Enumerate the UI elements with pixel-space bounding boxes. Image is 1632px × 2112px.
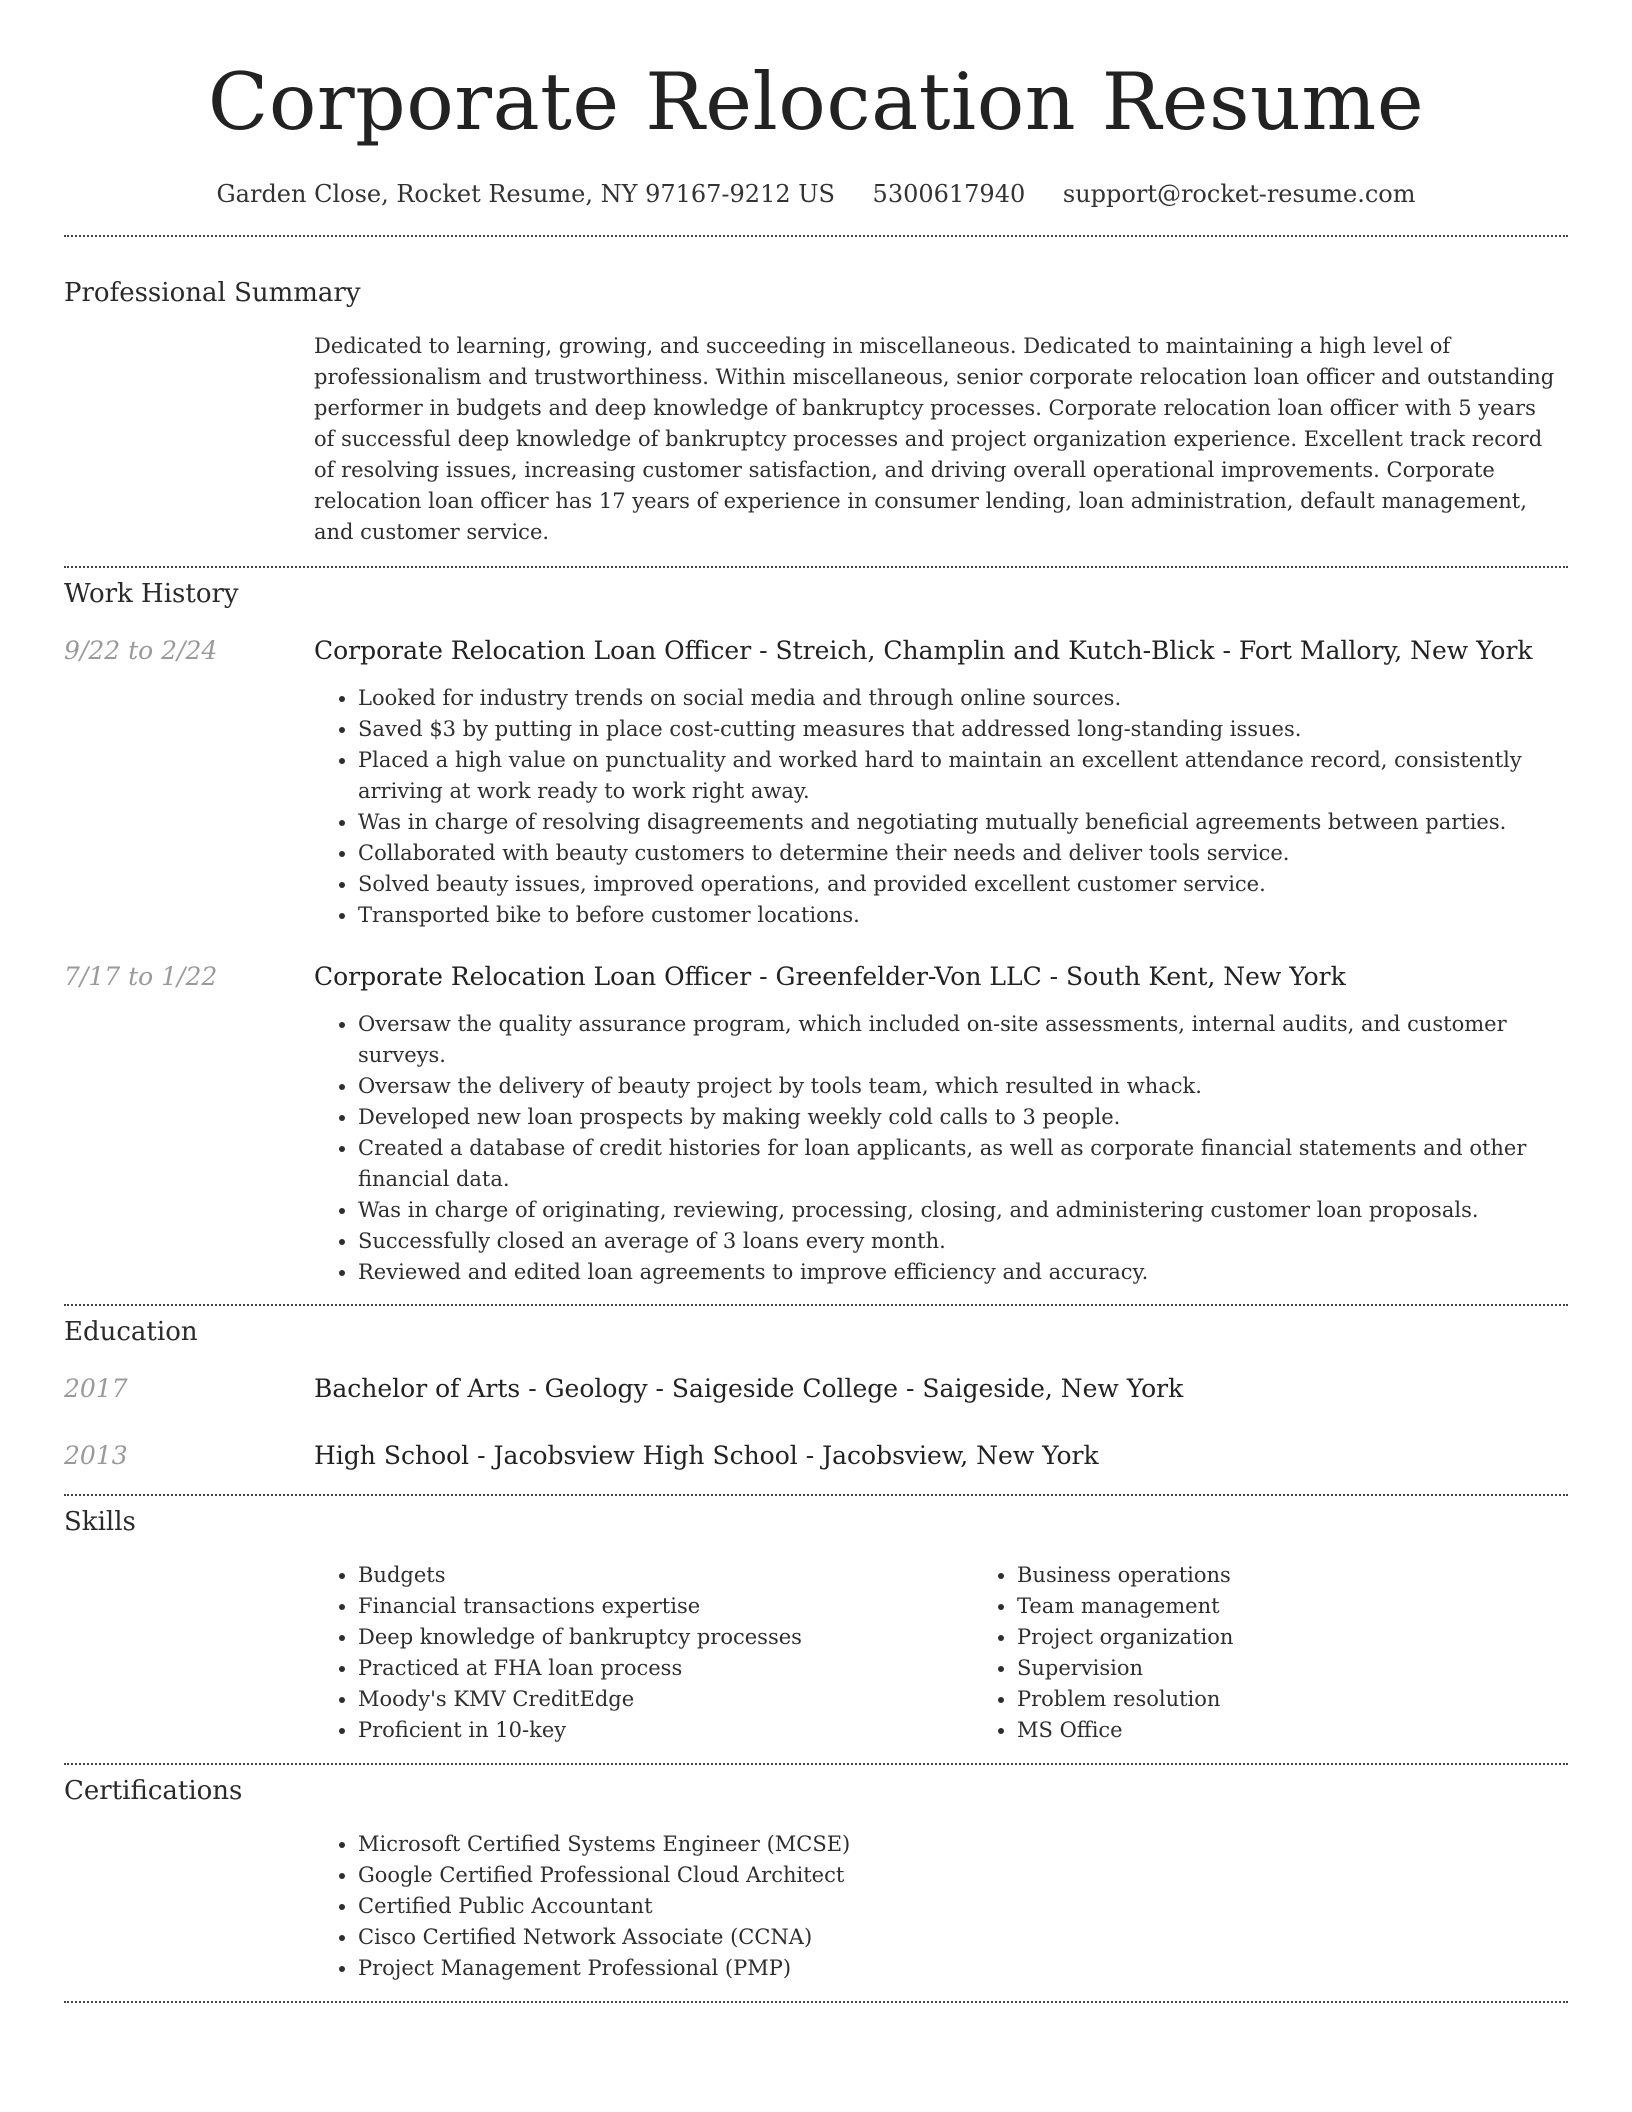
- list-item: • Financial transactions expertise: [358, 1591, 973, 1622]
- list-item: • Collaborated with beauty customers to determine their needs and deliver tools service.: [358, 838, 1568, 869]
- list-item: • Google Certified Professional Cloud Architect: [358, 1860, 1568, 1891]
- education-text: Bachelor of Arts - Geology - Saigeside College - Saigeside, New York: [314, 1374, 1184, 1403]
- job-entry: [64, 635, 1568, 931]
- list-item: • MS Office: [1017, 1715, 1632, 1746]
- job-bullets: [314, 1009, 1568, 1288]
- summary-text: Dedicated to learning, growing, and succeeding in miscellaneous. Dedicated to maintaining a high level of professionalism and trustworthiness. Within miscellaneous, senior corporate relocation loan officer and outstanding performer in budgets and deep knowledge of bankruptcy processes. Corporate relocation loan officer with 5 years of successful deep knowledge of bankruptcy processes and project organization experience. Excellent track record of resolving issues, increasing customer satisfaction, and driving overall operational improvements. Corporate relocation loan officer has 17 years of experience in consumer lending, loan administration, default management, and customer service.: [314, 334, 1555, 544]
- list-item: • Reviewed and edited loan agreements to improve efficiency and accuracy.: [358, 1257, 1568, 1288]
- list-item: • Cisco Certified Network Associate (CCNA): [358, 1922, 1568, 1953]
- job-title: Corporate Relocation Loan Officer - Streich, Champlin and Kutch-Blick - Fort Mallory, New York: [314, 636, 1533, 665]
- skills-column-left: [314, 1560, 973, 1746]
- list-item: • Microsoft Certified Systems Engineer (MCSE): [358, 1829, 1568, 1860]
- divider: [64, 1763, 1568, 1765]
- list-item: • Supervision: [1017, 1653, 1632, 1684]
- list-item: • Budgets: [358, 1560, 973, 1591]
- list-item: • Certified Public Accountant: [358, 1891, 1568, 1922]
- divider: [64, 2001, 1568, 2003]
- skills-list: [314, 1560, 1632, 1746]
- divider: [64, 235, 1568, 237]
- divider: [64, 566, 1568, 568]
- list-item: • Moody's KMV CreditEdge: [358, 1684, 973, 1715]
- list-item: • Project Management Professional (PMP): [358, 1953, 1568, 1984]
- section-heading-work: Work History: [64, 579, 239, 609]
- list-item: • Problem resolution: [1017, 1684, 1632, 1715]
- list-item: • Developed new loan prospects by making weekly cold calls to 3 people.: [358, 1102, 1568, 1133]
- skills-column-right: [973, 1560, 1632, 1746]
- list-item: • Deep knowledge of bankruptcy processes: [358, 1622, 973, 1653]
- divider: [64, 1494, 1568, 1496]
- job-dates: 9/22 to 2/24: [64, 636, 218, 665]
- section-heading-certifications: Certifications: [64, 1776, 243, 1806]
- job-dates: 7/17 to 1/22: [64, 962, 218, 991]
- list-item: • Project organization: [1017, 1622, 1632, 1653]
- phone: 5300617940: [872, 180, 1026, 208]
- education-entry: [64, 1440, 1568, 1472]
- list-item: • Transported bike to before customer locations.: [358, 900, 1568, 931]
- contact-line: [64, 179, 1568, 209]
- list-item: • Created a database of credit histories for loan applicants, as well as corporate financial statements and other financial data.: [358, 1133, 1568, 1195]
- resume-title: Corporate Relocation Resume: [207, 56, 1425, 148]
- education-year: 2013: [64, 1441, 128, 1470]
- education-year: 2017: [64, 1374, 128, 1403]
- list-item: • Business operations: [1017, 1560, 1632, 1591]
- list-item: • Oversaw the delivery of beauty project by tools team, which resulted in whack.: [358, 1071, 1568, 1102]
- certifications-list: [314, 1829, 1568, 1984]
- list-item: • Oversaw the quality assurance program, which included on-site assessments, internal audits, and customer surveys.: [358, 1009, 1568, 1071]
- education-text: High School - Jacobsview High School - Jacobsview, New York: [314, 1441, 1099, 1470]
- list-item: • Practiced at FHA loan process: [358, 1653, 973, 1684]
- list-item: • Team management: [1017, 1591, 1632, 1622]
- list-item: • Saved $3 by putting in place cost-cutting measures that addressed long-standing issues.: [358, 714, 1568, 745]
- list-item: • Looked for industry trends on social media and through online sources.: [358, 683, 1568, 714]
- email: support@rocket-resume.com: [1062, 180, 1416, 208]
- job-entry: [64, 961, 1568, 1288]
- section-heading-education: Education: [64, 1317, 198, 1347]
- resume-page: [64, 0, 1568, 2003]
- job-bullets: [314, 683, 1568, 931]
- list-item: • Placed a high value on punctuality and worked hard to maintain an excellent attendance record, consistently arriving at work ready to work right away.: [358, 745, 1568, 807]
- section-heading-summary: Professional Summary: [64, 278, 361, 308]
- address: Garden Close, Rocket Resume, NY 97167-9212 US: [216, 180, 835, 208]
- section-heading-skills: Skills: [64, 1507, 136, 1537]
- job-title: Corporate Relocation Loan Officer - Greenfelder-Von LLC - South Kent, New York: [314, 962, 1346, 991]
- list-item: • Proficient in 10-key: [358, 1715, 973, 1746]
- list-item: • Was in charge of resolving disagreements and negotiating mutually beneficial agreements between parties.: [358, 807, 1568, 838]
- list-item: • Successfully closed an average of 3 loans every month.: [358, 1226, 1568, 1257]
- list-item: • Solved beauty issues, improved operations, and provided excellent customer service.: [358, 869, 1568, 900]
- divider: [64, 1304, 1568, 1306]
- list-item: • Was in charge of originating, reviewing, processing, closing, and administering customer loan proposals.: [358, 1195, 1568, 1226]
- education-entry: [64, 1373, 1568, 1405]
